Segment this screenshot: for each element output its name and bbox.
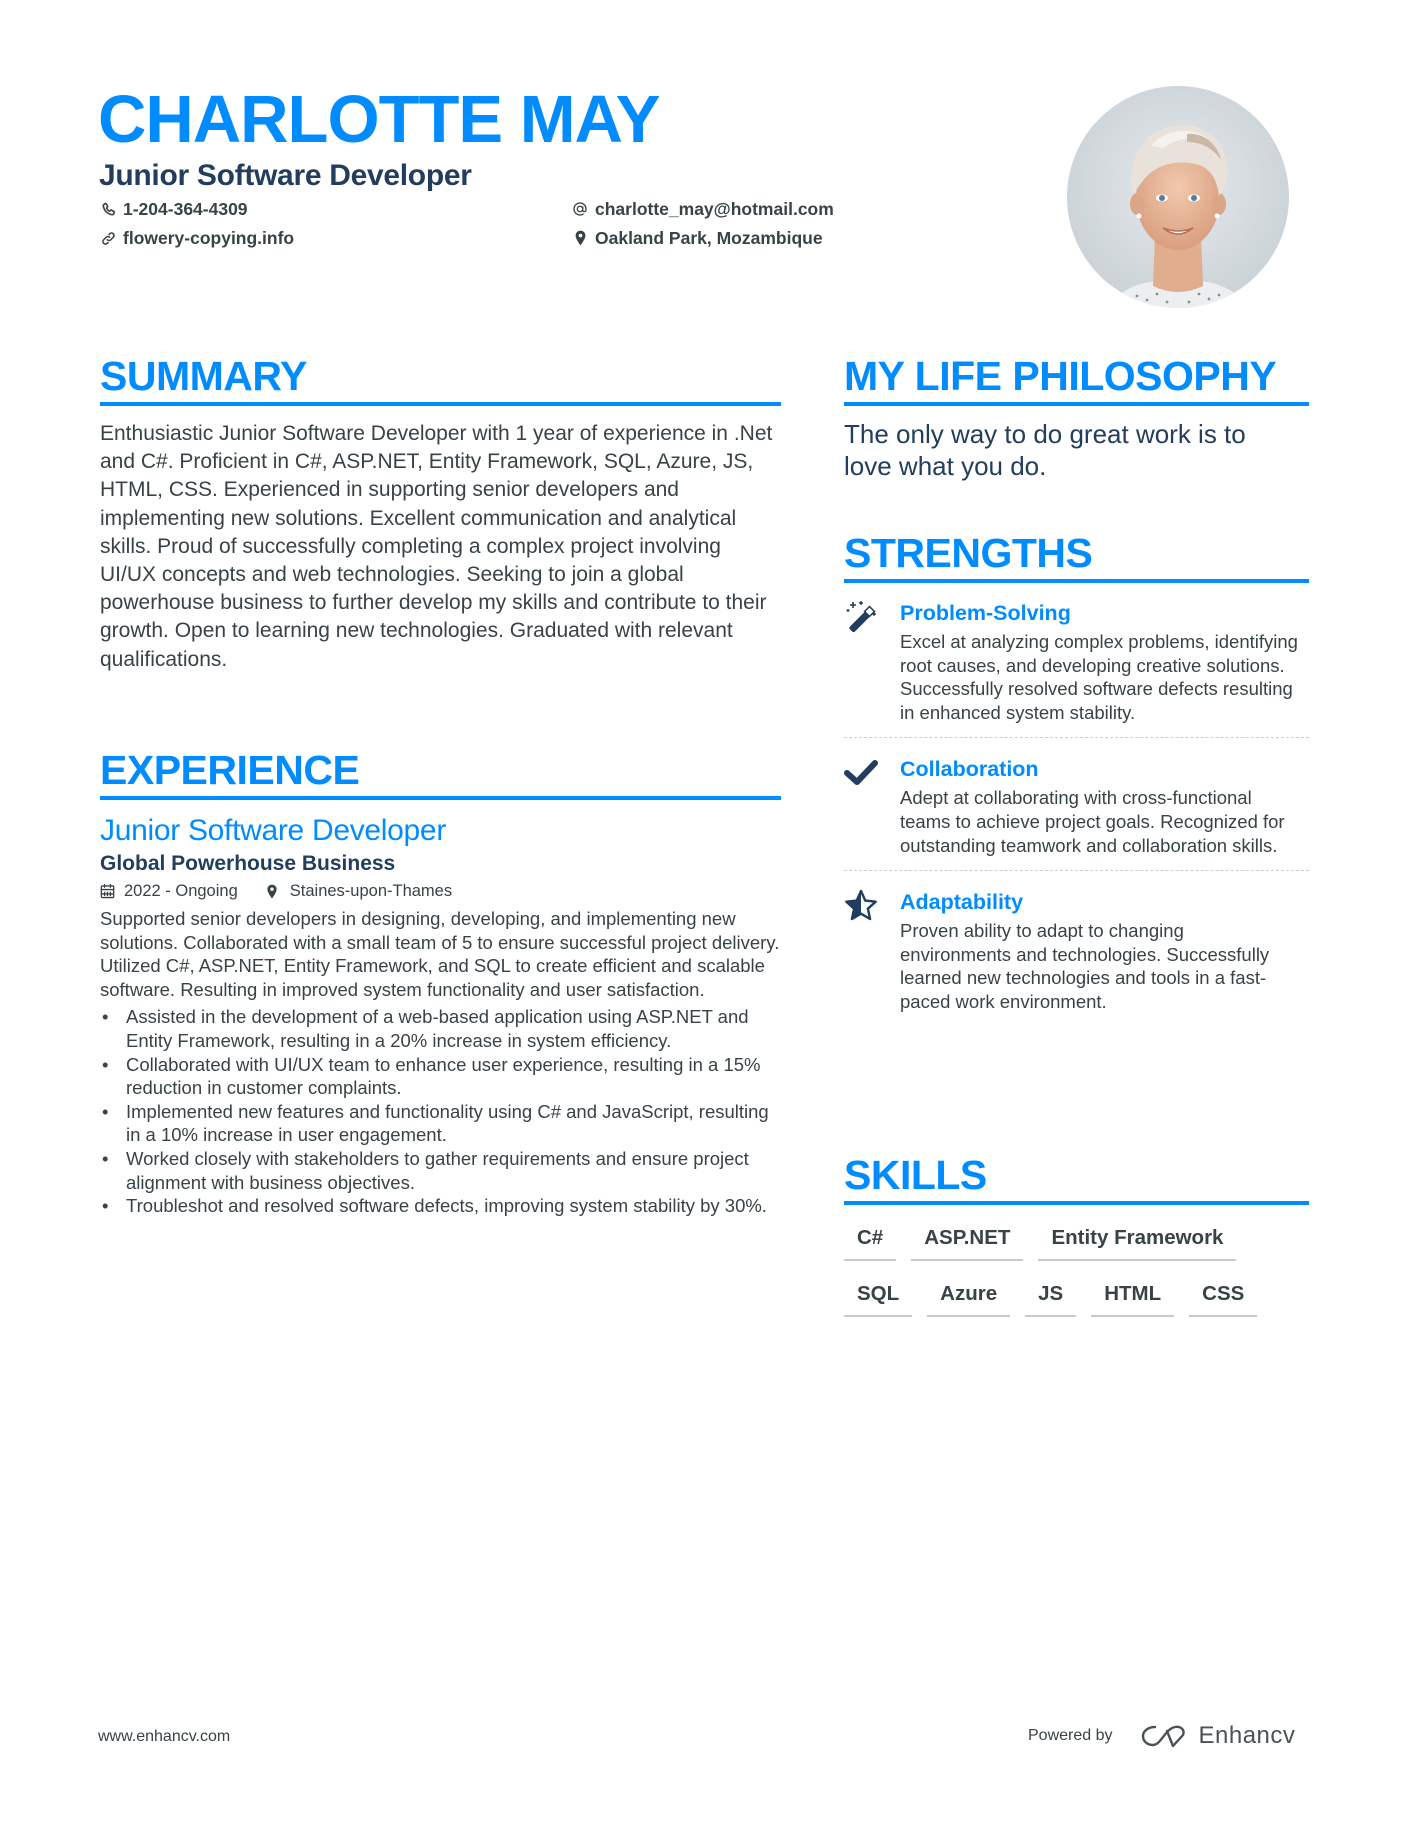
skills-section [844,1151,1309,1317]
calendar-icon [100,883,116,899]
location-value: Oakland Park, Mozambique [595,228,823,248]
strength-description: Proven ability to adapt to changing environments and technologies. Successfully learned new technologies and tools in a fast-paced work environment. [900,920,1270,1012]
email-value[interactable]: charlotte_may@hotmail.com [595,199,834,219]
skill-tag: CSS [1189,1281,1257,1317]
link-icon [100,230,116,246]
experience-heading: EXPERIENCE [100,746,781,800]
skills-row [844,1281,1309,1317]
experience-section [100,746,781,1218]
strength-description: Excel at analyzing complex problems, identifying root causes, and developing creative solutions. Successfully resolved software defects resulting in enhanced system stability. [900,631,1298,723]
strength-title: Collaboration [900,757,1039,782]
job-bullet: • Worked closely with stakeholders to gather requirements and ensure project alignment with business objectives. [100,1147,781,1194]
strength-item [844,600,1309,724]
job-entry [100,813,781,1218]
job-bullet: • Troubleshot and resolved software defects, improving system stability by 30%. [100,1194,781,1218]
strength-item [844,889,1309,1013]
profile-photo [1067,86,1289,308]
footer-branding [1028,1722,1295,1750]
contact-website [100,227,294,249]
strengths-section [844,529,1309,1014]
job-bullet: • Implemented new features and functionality using C# and JavaScript, resulting in a 10% increase in user engagement. [100,1100,781,1147]
divider [844,737,1309,738]
strength-title: Problem-Solving [900,601,1071,625]
strength-item [844,756,1309,857]
skill-tag: ASP.NET [911,1225,1023,1261]
summary-heading: SUMMARY [100,352,781,406]
skill-tag: HTML [1091,1281,1174,1317]
enhancv-brand: Enhancv [1198,1722,1296,1749]
website-value[interactable]: flowery-copying.info [123,228,295,248]
skill-tag: Entity Framework [1038,1225,1236,1261]
job-meta [100,881,781,901]
skill-tag: C# [844,1225,896,1261]
skills-heading: SKILLS [844,1151,1309,1205]
half-star-icon [844,889,878,923]
powered-by-label: Powered by [1028,1727,1113,1744]
job-bullet: • Collaborated with UI/UX team to enhance user experience, resulting in a 15% reduction in customer complaints. [100,1053,781,1100]
contact-phone [100,198,248,220]
skills-row [844,1225,1309,1261]
candidate-title: Junior Software Developer [99,159,472,192]
phone-icon [100,201,116,217]
strength-description: Adept at collaborating with cross-functional teams to achieve project goals. Recognized for outstanding teamwork and collaboration skills. [900,787,1285,856]
skill-tag: Azure [927,1281,1010,1317]
checkmark-icon [844,756,878,790]
job-description: Supported senior developers in designing, developing, and implementing new solutions. Collaborated with a small team of 5 to ensure successful project delivery. Utilized C#, ASP.NET, Entity Framework, and SQL to create efficient and scalable software. Resulting in improved system functionality and user satisfaction. [100,908,780,1000]
strength-title: Adaptability [900,890,1024,915]
job-dates: 2022 - Ongoing [124,882,238,900]
job-title: Junior Software Developer [100,814,447,847]
job-bullet: • Assisted in the development of a web-based application using ASP.NET and Entity Framework, resulting in a 20% increase in system efficiency. [100,1005,781,1052]
strengths-heading: STRENGTHS [844,529,1309,583]
summary-text: Enthusiastic Junior Software Developer with 1 year of experience in .Net and C#. Proficient in C#, ASP.NET, Entity Framework, SQL, Azure, JS, HTML, CSS. Experienced in supporting senior developers and implementing new solutions. Excellent communication and analytical skills. Proud of successfully completing a complex project involving UI/UX concepts and web technologies. Seeking to join a global powerhouse business to further develop my skills and contribute to their growth. Open to learning new technologies. Graduated with relevant qualifications. [100,422,773,671]
candidate-name: CHARLOTTE MAY [98,82,660,157]
job-company: Global Powerhouse Business [100,852,396,875]
divider [844,870,1309,871]
contact-email [572,198,834,220]
contact-location [572,227,823,249]
location-pin-icon [572,230,588,246]
summary-section [100,352,781,674]
philosophy-quote: The only way to do great work is to love what you do. [844,419,1246,481]
at-icon [572,201,588,217]
job-location: Staines-upon-Thames [289,882,453,900]
philosophy-section [844,352,1309,482]
skill-tag: JS [1025,1281,1076,1317]
enhancv-logo-icon [1141,1723,1187,1749]
philosophy-heading: MY LIFE PHILOSOPHY [844,352,1309,406]
job-bullets [100,1005,781,1217]
footer-website-link[interactable]: www.enhancv.com [98,1728,231,1745]
phone-value[interactable]: 1-204-364-4309 [123,199,248,219]
location-pin-icon [266,883,282,899]
magic-wand-icon [844,600,878,634]
skill-tag: SQL [844,1281,912,1317]
